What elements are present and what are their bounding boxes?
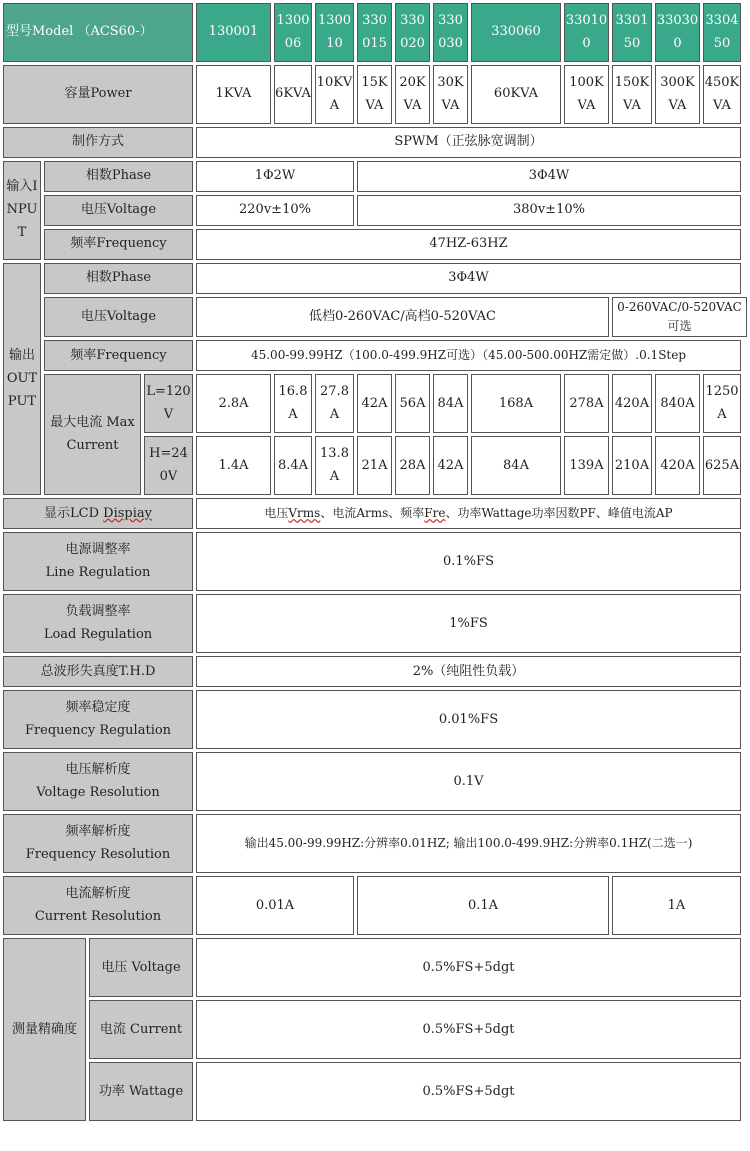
accuracy-wattage-row bbox=[3, 1062, 747, 1121]
frequency-resolution-label-en: Frequency Resolution bbox=[25, 846, 171, 862]
load-regulation-label-en: Load Regulation bbox=[43, 626, 153, 642]
input-voltage-single: 220v±10% bbox=[196, 195, 354, 226]
frequency-regulation-row bbox=[3, 690, 747, 749]
accuracy-group-label: 测量精确度 bbox=[3, 938, 86, 1121]
output-phase-row bbox=[3, 263, 747, 294]
current-low-cell: 42A bbox=[357, 374, 392, 433]
voltage-resolution-label-en: Voltage Resolution bbox=[36, 784, 160, 800]
current-high-cell: 1.4A bbox=[196, 436, 271, 495]
output-group-label: 输出OUTPUT bbox=[3, 263, 41, 495]
load-regulation-row bbox=[3, 594, 747, 653]
accuracy-voltage-row bbox=[3, 938, 747, 997]
current-low-cell: 84A bbox=[433, 374, 468, 433]
display-row bbox=[3, 498, 747, 529]
current-low-cell: 278A bbox=[564, 374, 609, 433]
current-high-cell: 210A bbox=[612, 436, 652, 495]
power-cell: 60KVA bbox=[471, 65, 561, 124]
voltage-resolution-row bbox=[3, 752, 747, 811]
output-current-label: 最大电流 Max Current bbox=[44, 374, 141, 495]
output-voltage-value-1: 低档0-260VAC/高档0-520VAC bbox=[196, 297, 609, 337]
output-voltage-row bbox=[3, 297, 747, 337]
display-value bbox=[196, 498, 741, 529]
current-high-cell: 420A bbox=[655, 436, 700, 495]
method-label: 制作方式 bbox=[3, 127, 193, 158]
output-phase-value: 3Φ4W bbox=[196, 263, 741, 294]
line-regulation-label-en: Line Regulation bbox=[45, 564, 151, 580]
power-cell: 20KVA bbox=[395, 65, 430, 124]
accuracy-voltage-label: 电压 Voltage bbox=[89, 938, 193, 997]
input-voltage-row bbox=[3, 195, 747, 226]
frequency-regulation-label-cn: 频率稳定度 bbox=[65, 700, 131, 716]
input-frequency-value: 47HZ-63HZ bbox=[196, 229, 741, 260]
input-voltage-label: 电压Voltage bbox=[44, 195, 193, 226]
frequency-regulation-label-en: Frequency Regulation bbox=[24, 722, 172, 738]
thd-row bbox=[3, 656, 747, 687]
current-low-cell: 2.8A bbox=[196, 374, 271, 433]
load-regulation-label bbox=[3, 594, 193, 653]
current-high-cell: 13.8A bbox=[315, 436, 354, 495]
model-cell: 130001 bbox=[196, 3, 271, 62]
model-cell: 330100 bbox=[564, 3, 609, 62]
accuracy-current-value: 0.5%FS+5dgt bbox=[196, 1000, 741, 1059]
input-phase-label: 相数Phase bbox=[44, 161, 193, 192]
load-regulation-value: 1%FS bbox=[196, 594, 741, 653]
current-low-cell: 168A bbox=[471, 374, 561, 433]
model-cell: 330150 bbox=[612, 3, 652, 62]
input-phase-single: 1Φ2W bbox=[196, 161, 354, 192]
load-regulation-label-cn: 负载调整率 bbox=[65, 604, 131, 620]
current-low-cell: 56A bbox=[395, 374, 430, 433]
frequency-resolution-label bbox=[3, 814, 193, 873]
current-low-cell: 420A bbox=[612, 374, 652, 433]
model-row bbox=[3, 3, 747, 62]
model-cell: 330030 bbox=[433, 3, 468, 62]
current-high-cell: 625A bbox=[703, 436, 741, 495]
current-low-label: L=120V bbox=[144, 374, 193, 433]
power-row bbox=[3, 65, 747, 124]
thd-label: 总波形失真度T.H.D bbox=[3, 656, 193, 687]
power-cell: 10KVA bbox=[315, 65, 354, 124]
line-regulation-label-cn: 电源调整率 bbox=[65, 542, 131, 558]
input-voltage-three: 380v±10% bbox=[357, 195, 741, 226]
display-value-part: 、功率Wattage功率因数PF、峰值电流AP bbox=[445, 506, 673, 521]
input-group-label: 输入INPUT bbox=[3, 161, 41, 260]
power-cell: 450KVA bbox=[703, 65, 741, 124]
model-cell: 330300 bbox=[655, 3, 700, 62]
model-cell: 130006 bbox=[274, 3, 312, 62]
current-resolution-value: 0.01A bbox=[196, 876, 354, 935]
frequency-regulation-value: 0.01%FS bbox=[196, 690, 741, 749]
output-voltage-label: 电压Voltage bbox=[44, 297, 193, 337]
display-value-fre: Fre bbox=[424, 506, 446, 521]
output-frequency-value: 45.00-99.99HZ（100.0-499.9HZ可选）（45.00-500.00HZ需定做）.0.1Step bbox=[196, 340, 741, 371]
current-low-cell: 16.8A bbox=[274, 374, 312, 433]
model-cell: 130010 bbox=[315, 3, 354, 62]
accuracy-voltage-value: 0.5%FS+5dgt bbox=[196, 938, 741, 997]
current-high-cell: 42A bbox=[433, 436, 468, 495]
current-resolution-value: 0.1A bbox=[357, 876, 609, 935]
frequency-regulation-label bbox=[3, 690, 193, 749]
model-cell: 330020 bbox=[395, 3, 430, 62]
current-low-cell: 1250A bbox=[703, 374, 741, 433]
accuracy-current-row bbox=[3, 1000, 747, 1059]
method-value: SPWM（正弦脉宽调制） bbox=[196, 127, 741, 158]
power-cell: 150KVA bbox=[612, 65, 652, 124]
line-regulation-value: 0.1%FS bbox=[196, 532, 741, 591]
display-value-part: 、电流Arms、频率 bbox=[320, 506, 425, 521]
frequency-resolution-row bbox=[3, 814, 747, 873]
power-cell: 6KVA bbox=[274, 65, 312, 124]
current-high-cell: 84A bbox=[471, 436, 561, 495]
input-phase-row bbox=[3, 161, 747, 192]
input-frequency-label: 频率Frequency bbox=[44, 229, 193, 260]
model-cell: 330015 bbox=[357, 3, 392, 62]
voltage-resolution-label bbox=[3, 752, 193, 811]
power-cell: 300KVA bbox=[655, 65, 700, 124]
accuracy-wattage-label: 功率 Wattage bbox=[89, 1062, 193, 1121]
frequency-resolution-value: 输出45.00-99.99HZ:分辨率0.01HZ; 输出100.0-499.9HZ:分辨率0.1HZ(二选一) bbox=[196, 814, 741, 873]
voltage-resolution-label-cn: 电压解析度 bbox=[65, 762, 131, 778]
power-cell: 100KVA bbox=[564, 65, 609, 124]
current-high-cell: 28A bbox=[395, 436, 430, 495]
power-cell: 1KVA bbox=[196, 65, 271, 124]
accuracy-wattage-value: 0.5%FS+5dgt bbox=[196, 1062, 741, 1121]
current-high-cell: 8.4A bbox=[274, 436, 312, 495]
display-value-part: 电压 bbox=[264, 506, 289, 521]
frequency-resolution-label-cn: 频率解析度 bbox=[65, 824, 131, 840]
power-cell: 30KVA bbox=[433, 65, 468, 124]
voltage-resolution-value: 0.1V bbox=[196, 752, 741, 811]
output-phase-label: 相数Phase bbox=[44, 263, 193, 294]
display-label-word: Dispiay bbox=[103, 505, 152, 521]
current-resolution-value: 1A bbox=[612, 876, 741, 935]
input-phase-three: 3Φ4W bbox=[357, 161, 741, 192]
current-high-cell: 139A bbox=[564, 436, 609, 495]
power-label: 容量Power bbox=[3, 65, 193, 124]
power-cell: 15KVA bbox=[357, 65, 392, 124]
input-frequency-row bbox=[3, 229, 747, 260]
current-resolution-row bbox=[3, 876, 747, 935]
display-value-vrms: Vrms bbox=[288, 506, 321, 521]
current-high-cell: 21A bbox=[357, 436, 392, 495]
line-regulation-label bbox=[3, 532, 193, 591]
model-label: 型号Model （ACS60-） bbox=[3, 3, 193, 62]
current-resolution-label-en: Current Resolution bbox=[34, 908, 162, 924]
display-label-prefix: 显示LCD bbox=[44, 505, 104, 521]
output-frequency-label: 频率Frequency bbox=[44, 340, 193, 371]
current-resolution-label-cn: 电流解析度 bbox=[65, 886, 131, 902]
output-current-low-row bbox=[3, 374, 747, 433]
current-high-label: H=240V bbox=[144, 436, 193, 495]
model-cell: 330060 bbox=[471, 3, 561, 62]
accuracy-current-label: 电流 Current bbox=[89, 1000, 193, 1059]
method-row bbox=[3, 127, 747, 158]
line-regulation-row bbox=[3, 532, 747, 591]
output-frequency-row bbox=[3, 340, 747, 371]
current-low-cell: 27.8A bbox=[315, 374, 354, 433]
current-resolution-label bbox=[3, 876, 193, 935]
display-label bbox=[3, 498, 193, 529]
model-cell: 330450 bbox=[703, 3, 741, 62]
output-voltage-value-2: 0-260VAC/0-520VAC可选 bbox=[612, 297, 747, 337]
current-low-cell: 840A bbox=[655, 374, 700, 433]
thd-value: 2%（纯阻性负载） bbox=[196, 656, 741, 687]
